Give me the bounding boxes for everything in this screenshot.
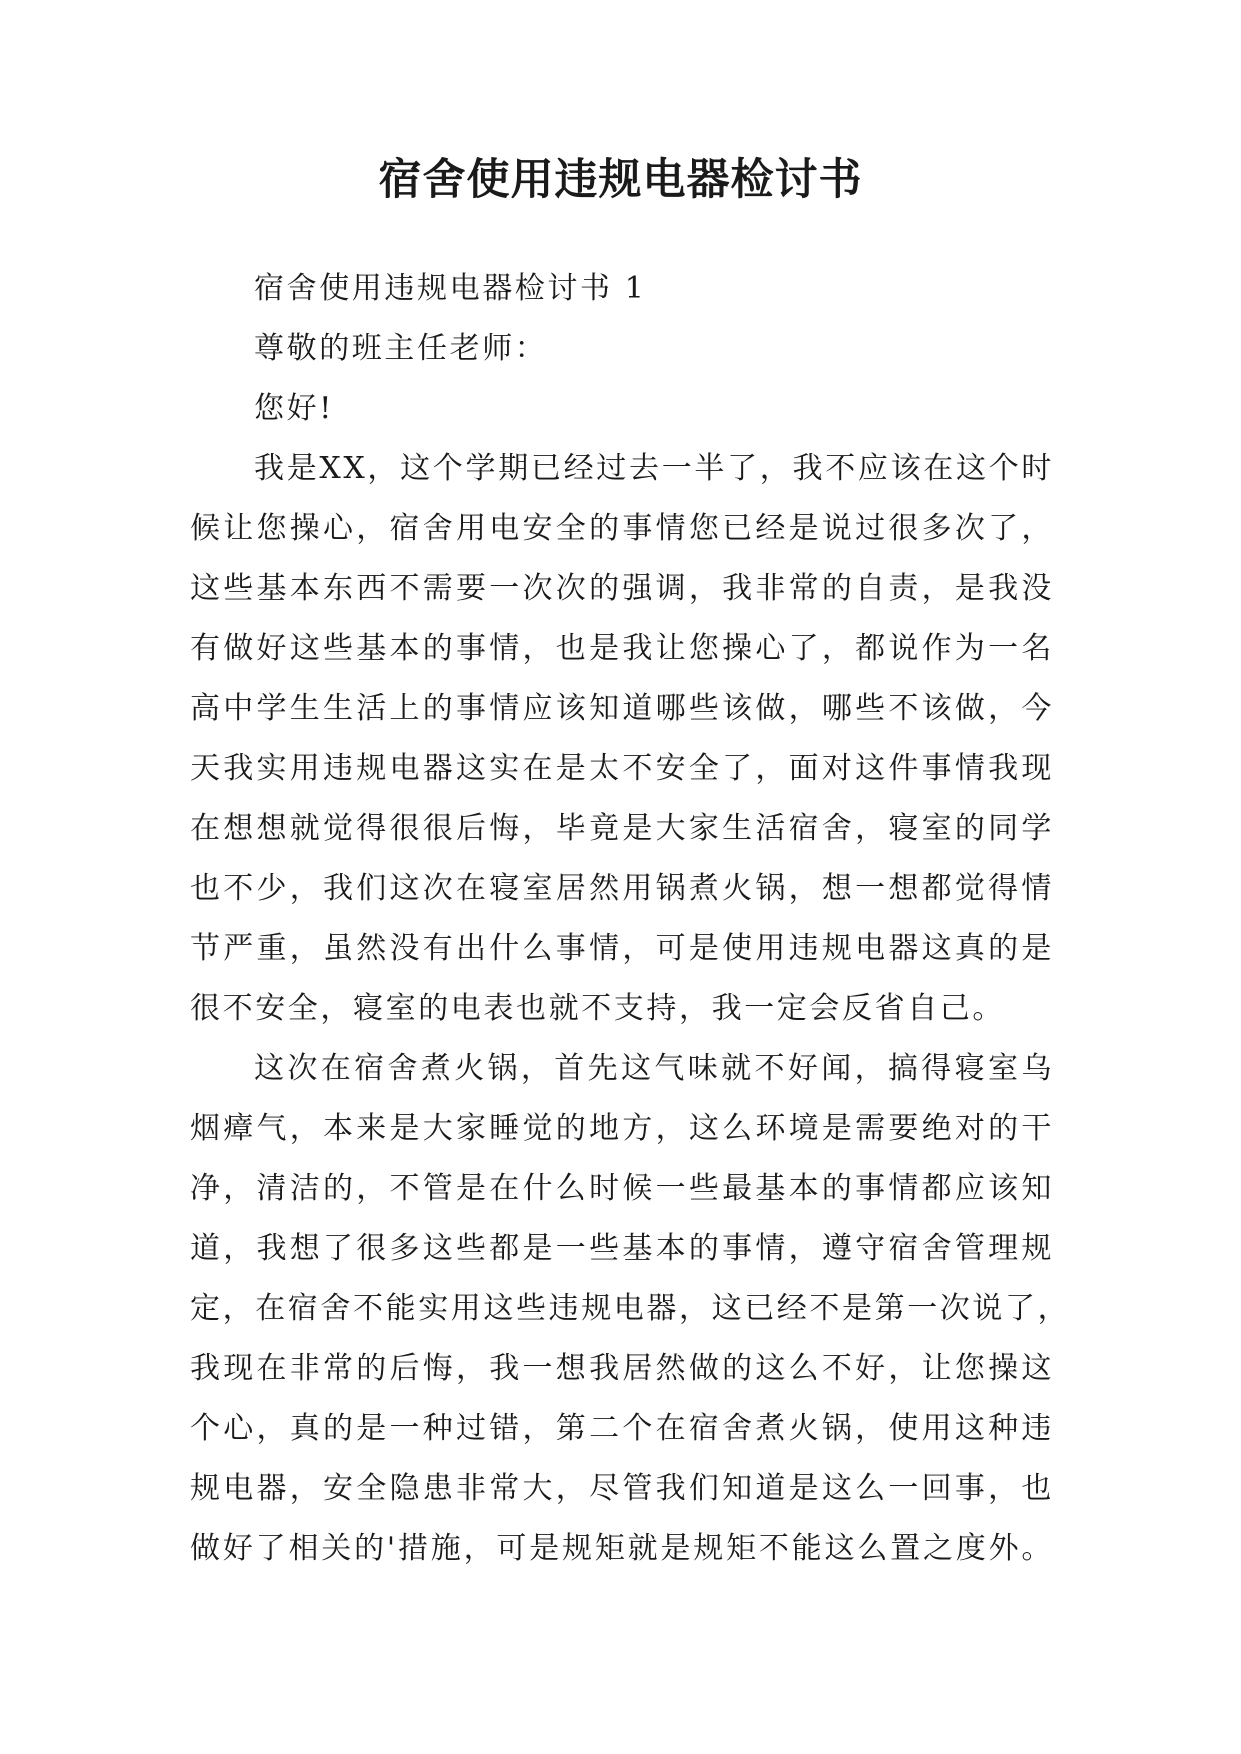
body-line: 我现在非常的后悔，我一想我居然做的这么不好，让您操这 (190, 1351, 1054, 1386)
body-line: 也不少，我们这次在寝室居然用锅煮火锅，想一想都觉得情 (190, 871, 1054, 906)
body-line: 这次在宿舍煮火锅，首先这气味就不好闻，搞得寝室乌 (254, 1051, 1054, 1086)
body-line: 个心，真的是一种过错，第二个在宿舍煮火锅，使用这种违 (190, 1411, 1054, 1446)
body-line: 天我实用违规电器这实在是太不安全了，面对这件事情我现 (190, 751, 1054, 786)
body-line: 在想想就觉得很很后悔，毕竟是大家生活宿舍，寝室的同学 (190, 811, 1054, 846)
body-line: 尊敬的班主任老师： (254, 331, 548, 366)
body-line: 我是XX，这个学期已经过去一半了，我不应该在这个时 (254, 451, 1054, 486)
document-body (190, 259, 1071, 1579)
body-line: 宿舍使用违规电器检讨书 1 (254, 271, 647, 306)
body-line: 做好了相关的'措施，可是规矩就是规矩不能这么置之度外。 (190, 1531, 1054, 1566)
body-line: 定，在宿舍不能实用这些违规电器，这已经不是第一次说了， (190, 1291, 1071, 1326)
body-line: 道，我想了很多这些都是一些基本的事情，遵守宿舍管理规 (190, 1231, 1054, 1266)
body-line: 这些基本东西不需要一次次的强调，我非常的自责，是我没 (190, 571, 1054, 606)
body-line: 很不安全，寝室的电表也就不支持，我一定会反省自己。 (190, 991, 1005, 1026)
body-line: 节严重，虽然没有出什么事情，可是使用违规电器这真的是 (190, 931, 1054, 966)
body-line: 规电器，安全隐患非常大，尽管我们知道是这么一回事，也 (190, 1471, 1054, 1506)
document-title: 宿舍使用违规电器检讨书 (378, 155, 863, 205)
body-line: 烟瘴气，本来是大家睡觉的地方，这么环境是需要绝对的干 (190, 1111, 1054, 1146)
body-line: 净，清洁的，不管是在什么时候一些最基本的事情都应该知 (190, 1171, 1054, 1206)
body-line: 候让您操心，宿舍用电安全的事情您已经是说过很多次了， (190, 511, 1054, 546)
body-line: 您好! (254, 391, 334, 426)
body-line: 高中学生生活上的事情应该知道哪些该做，哪些不该做，今 (190, 691, 1054, 726)
body-line: 有做好这些基本的事情，也是我让您操心了，都说作为一名 (190, 631, 1054, 666)
